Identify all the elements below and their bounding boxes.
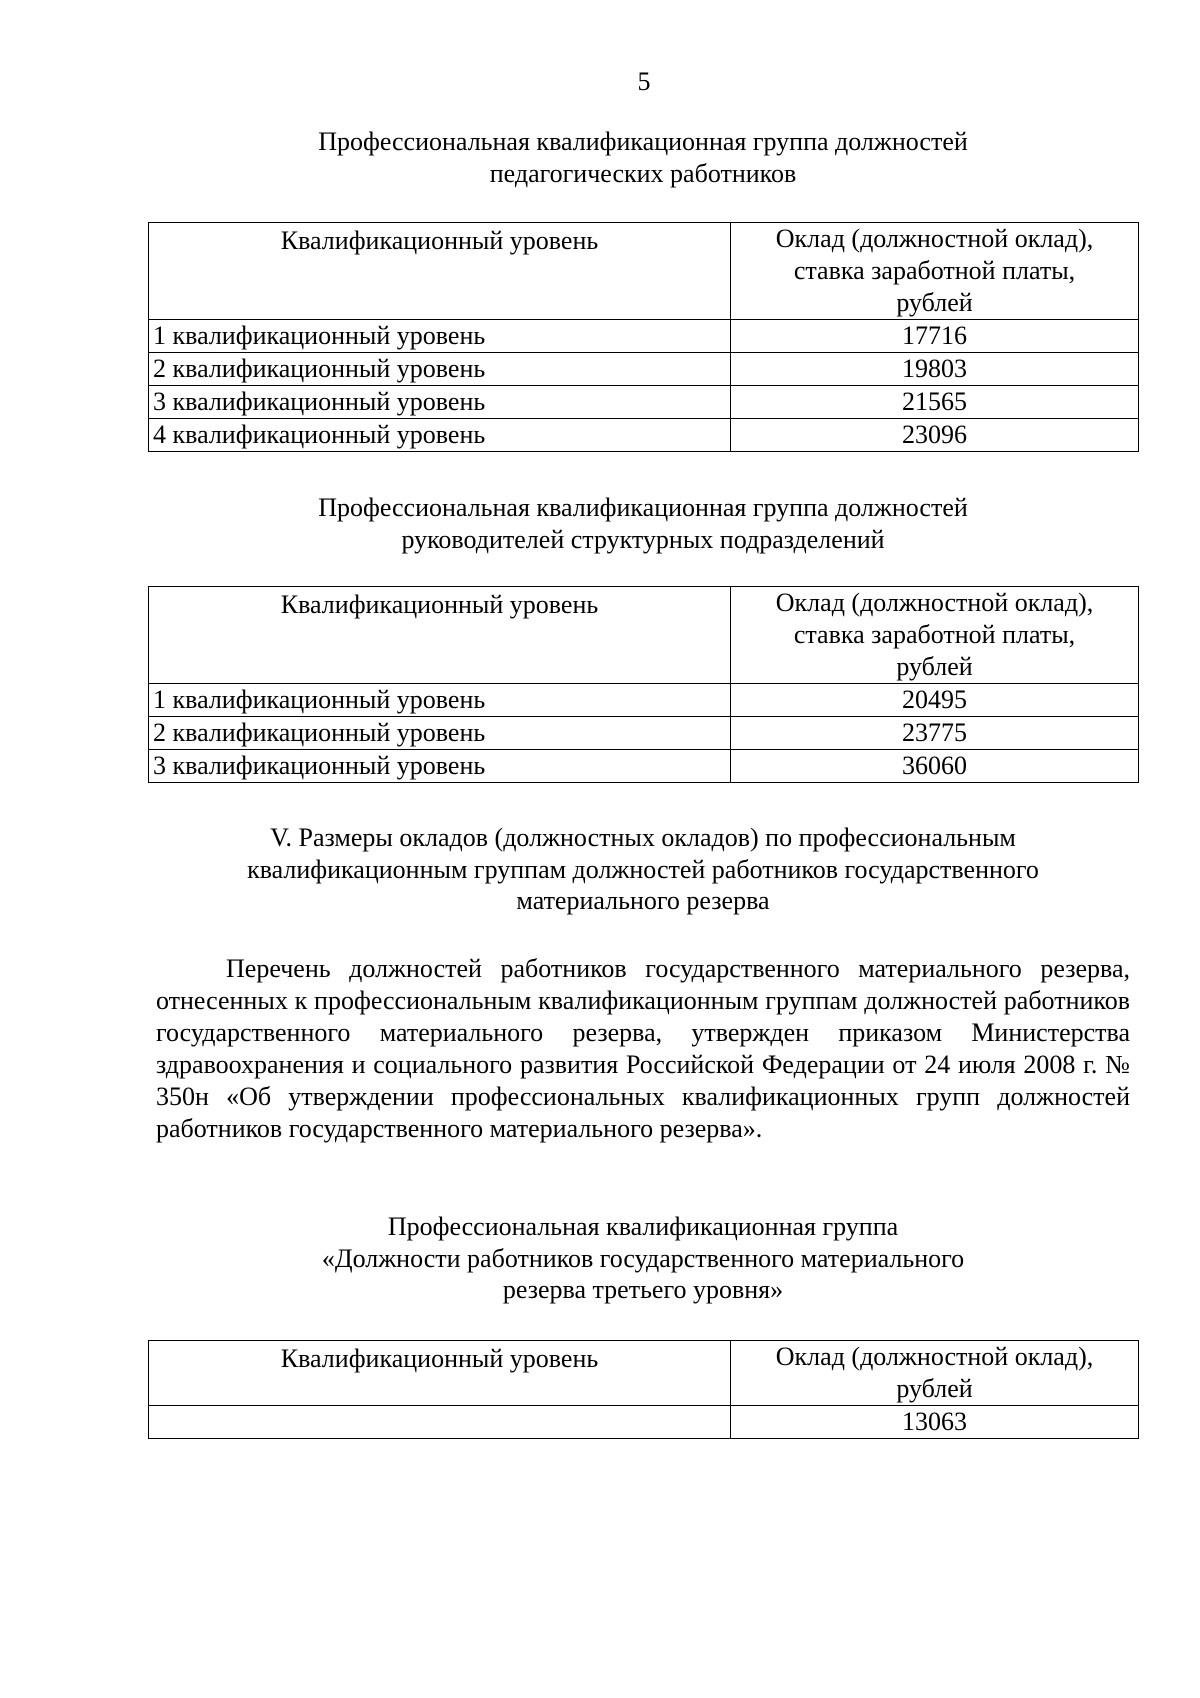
section3-heading xyxy=(148,1211,1138,1306)
section5-title-line2: квалификационным группам должностей работников государственного xyxy=(247,854,1039,884)
level-cell: 1 квалификационный уровень xyxy=(149,320,731,353)
table-row xyxy=(149,684,1139,717)
section1-heading xyxy=(148,126,1138,189)
table-row xyxy=(149,419,1139,452)
section3-heading-line2: «Должности работников государственного материального xyxy=(321,1243,965,1273)
section3-heading-line1: Профессиональная квалификационная группа xyxy=(387,1212,899,1241)
level-cell: 2 квалификационный уровень xyxy=(149,353,731,386)
section5-title-line3: материального резерва xyxy=(516,886,770,916)
salary-cell: 21565 xyxy=(731,386,1139,419)
section1-heading-line1: Профессиональная квалификационная группа должностей xyxy=(318,127,968,156)
section2-heading-line2: руководителей структурных подразделений xyxy=(401,524,885,554)
table-header-row xyxy=(149,1341,1139,1406)
section3-heading-line3: резерва третьего уровня» xyxy=(502,1275,784,1305)
header-salary xyxy=(731,223,1139,320)
header-level: Квалификационный уровень xyxy=(149,223,731,320)
salary-cell: 20495 xyxy=(731,684,1139,717)
section3-table xyxy=(148,1340,1139,1439)
level-cell xyxy=(149,1406,731,1439)
header-salary xyxy=(731,1341,1139,1406)
level-cell: 3 квалификационный уровень xyxy=(149,386,731,419)
section5-paragraph: Перечень должностей работников государственного материального резерва, отнесенных к профессиональным квалификационным группам должностей работников государственного материального резерва, утвержден приказом Министерства здравоохранения и социального развития Российской Федерации от 24 июля 2008 г. № 350н «Об утверждении профессиональных квалификационных групп должностей работников государственного материального резерва». xyxy=(156,954,1130,1143)
section1-table xyxy=(148,222,1139,452)
section5-title xyxy=(148,822,1138,917)
salary-cell: 23096 xyxy=(731,419,1139,452)
table-row xyxy=(149,320,1139,353)
salary-cell: 36060 xyxy=(731,750,1139,783)
salary-cell: 23775 xyxy=(731,717,1139,750)
section1-heading-line2: педагогических работников xyxy=(489,158,797,188)
table-row xyxy=(149,717,1139,750)
table-header-row xyxy=(149,223,1139,320)
page-number: 5 xyxy=(637,67,651,96)
header-level: Квалификационный уровень xyxy=(149,1341,731,1406)
header-salary-line1: Оклад (должностной оклад), xyxy=(775,588,1094,617)
header-salary-line2: ставка заработной платы, xyxy=(793,620,1076,649)
table-row xyxy=(149,1406,1139,1439)
level-cell: 4 квалификационный уровень xyxy=(149,419,731,452)
table-row xyxy=(149,386,1139,419)
salary-cell: 17716 xyxy=(731,320,1139,353)
salary-cell: 13063 xyxy=(731,1406,1139,1439)
header-salary xyxy=(731,587,1139,684)
level-cell: 1 квалификационный уровень xyxy=(149,684,731,717)
header-salary-line2: ставка заработной платы, xyxy=(793,256,1076,285)
section2-table xyxy=(148,586,1139,783)
section5-title-line1: V. Размеры окладов (должностных окладов) по профессиональным xyxy=(270,823,1016,852)
header-level: Квалификационный уровень xyxy=(149,587,731,684)
header-salary-line3: рублей xyxy=(896,652,973,681)
salary-cell: 19803 xyxy=(731,353,1139,386)
level-cell: 3 квалификационный уровень xyxy=(149,750,731,783)
section2-heading-line1: Профессиональная квалификационная группа должностей xyxy=(318,493,968,522)
level-cell: 2 квалификационный уровень xyxy=(149,717,731,750)
header-salary-line2: рублей xyxy=(896,1374,973,1403)
header-salary-line1: Оклад (должностной оклад), xyxy=(775,224,1094,253)
header-salary-line3: рублей xyxy=(896,288,973,317)
table-row xyxy=(149,750,1139,783)
table-header-row xyxy=(149,587,1139,684)
table-row xyxy=(149,353,1139,386)
section2-heading xyxy=(148,492,1138,555)
header-salary-line1: Оклад (должностной оклад), xyxy=(775,1342,1094,1371)
